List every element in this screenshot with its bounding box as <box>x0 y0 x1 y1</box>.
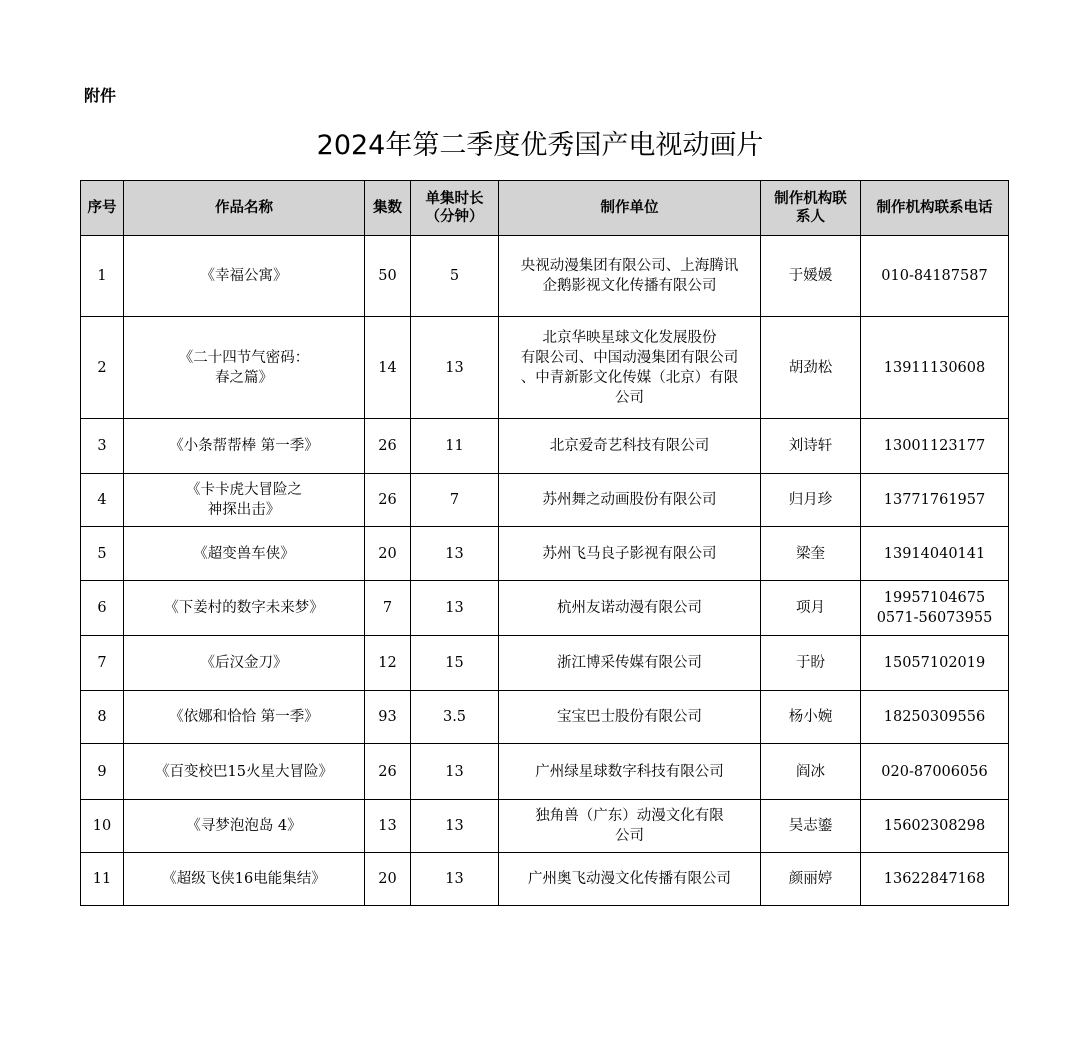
cell-duration: 13 <box>411 527 499 581</box>
cell-episodes: 26 <box>365 474 411 527</box>
table-row <box>81 474 1009 527</box>
cell-company: 浙江博采传媒有限公司 <box>499 636 761 691</box>
cell-contact: 于媛媛 <box>761 236 861 317</box>
cell-episodes: 12 <box>365 636 411 691</box>
table-row <box>81 527 1009 581</box>
cell-duration: 13 <box>411 800 499 853</box>
cell-title: 《依娜和恰恰 第一季》 <box>124 691 365 744</box>
cell-phone: 13001123177 <box>861 419 1009 474</box>
cell-episodes: 14 <box>365 317 411 419</box>
cell-company: 广州绿星球数字科技有限公司 <box>499 744 761 800</box>
cell-episodes: 13 <box>365 800 411 853</box>
cell-phone: 19957104675 0571-56073955 <box>861 581 1009 636</box>
cell-duration: 15 <box>411 636 499 691</box>
cell-company: 宝宝巴士股份有限公司 <box>499 691 761 744</box>
cell-title: 《超级飞侠16电能集结》 <box>124 853 365 906</box>
column-header-serial: 序号 <box>81 181 124 236</box>
cell-phone: 15057102019 <box>861 636 1009 691</box>
cell-company: 北京华映星球文化发展股份 有限公司、中国动漫集团有限公司 、中青新影文化传媒（北京）有限 公司 <box>499 317 761 419</box>
cell-serial: 7 <box>81 636 124 691</box>
cell-contact: 杨小婉 <box>761 691 861 744</box>
cell-phone: 13622847168 <box>861 853 1009 906</box>
cell-contact: 于盼 <box>761 636 861 691</box>
cell-contact: 吴志鎏 <box>761 800 861 853</box>
cell-episodes: 50 <box>365 236 411 317</box>
column-header-contact: 制作机构联 系人 <box>761 181 861 236</box>
attachment-label: 附件 <box>84 86 117 105</box>
cell-episodes: 26 <box>365 744 411 800</box>
cell-contact: 胡劲松 <box>761 317 861 419</box>
cell-duration: 13 <box>411 317 499 419</box>
table-row <box>81 691 1009 744</box>
cell-episodes: 20 <box>365 853 411 906</box>
cell-company: 苏州舞之动画股份有限公司 <box>499 474 761 527</box>
table-header-row <box>81 181 1009 236</box>
cell-serial: 9 <box>81 744 124 800</box>
animation-list-table <box>80 180 1009 906</box>
cell-title: 《下姜村的数字未来梦》 <box>124 581 365 636</box>
cell-serial: 4 <box>81 474 124 527</box>
cell-serial: 6 <box>81 581 124 636</box>
cell-company: 广州奥飞动漫文化传播有限公司 <box>499 853 761 906</box>
column-header-episodes: 集数 <box>365 181 411 236</box>
cell-contact: 归月珍 <box>761 474 861 527</box>
cell-serial: 10 <box>81 800 124 853</box>
cell-episodes: 93 <box>365 691 411 744</box>
cell-contact: 阎冰 <box>761 744 861 800</box>
cell-title: 《后汉金刀》 <box>124 636 365 691</box>
cell-phone: 010-84187587 <box>861 236 1009 317</box>
cell-title: 《小条帮帮棒 第一季》 <box>124 419 365 474</box>
cell-episodes: 20 <box>365 527 411 581</box>
column-header-company: 制作单位 <box>499 181 761 236</box>
cell-contact: 梁奎 <box>761 527 861 581</box>
table-row <box>81 800 1009 853</box>
cell-serial: 8 <box>81 691 124 744</box>
column-header-title: 作品名称 <box>124 181 365 236</box>
cell-serial: 11 <box>81 853 124 906</box>
cell-duration: 11 <box>411 419 499 474</box>
cell-phone: 13911130608 <box>861 317 1009 419</box>
cell-company: 独角兽（广东）动漫文化有限 公司 <box>499 800 761 853</box>
cell-phone: 18250309556 <box>861 691 1009 744</box>
column-header-duration: 单集时长 （分钟） <box>411 181 499 236</box>
cell-duration: 5 <box>411 236 499 317</box>
cell-title: 《卡卡虎大冒险之 神探出击》 <box>124 474 365 527</box>
cell-episodes: 26 <box>365 419 411 474</box>
cell-serial: 2 <box>81 317 124 419</box>
cell-title: 《百变校巴15火星大冒险》 <box>124 744 365 800</box>
cell-title: 《二十四节气密码： 春之篇》 <box>124 317 365 419</box>
cell-duration: 7 <box>411 474 499 527</box>
cell-serial: 1 <box>81 236 124 317</box>
cell-phone: 020-87006056 <box>861 744 1009 800</box>
cell-serial: 3 <box>81 419 124 474</box>
cell-duration: 13 <box>411 581 499 636</box>
cell-duration: 13 <box>411 744 499 800</box>
table-row <box>81 853 1009 906</box>
table-row <box>81 636 1009 691</box>
cell-company: 杭州友诺动漫有限公司 <box>499 581 761 636</box>
document-title: 2024年第二季度优秀国产电视动画片 <box>316 130 764 161</box>
cell-title: 《幸福公寓》 <box>124 236 365 317</box>
cell-contact: 项月 <box>761 581 861 636</box>
cell-duration: 13 <box>411 853 499 906</box>
cell-contact: 刘诗轩 <box>761 419 861 474</box>
table-row <box>81 744 1009 800</box>
cell-company: 北京爱奇艺科技有限公司 <box>499 419 761 474</box>
cell-duration: 3.5 <box>411 691 499 744</box>
table-row <box>81 419 1009 474</box>
table-row <box>81 236 1009 317</box>
cell-contact: 颜丽婷 <box>761 853 861 906</box>
cell-title: 《超变兽车侠》 <box>124 527 365 581</box>
table-row <box>81 317 1009 419</box>
cell-serial: 5 <box>81 527 124 581</box>
table-row <box>81 581 1009 636</box>
table-body <box>81 236 1009 906</box>
cell-episodes: 7 <box>365 581 411 636</box>
cell-phone: 15602308298 <box>861 800 1009 853</box>
cell-phone: 13771761957 <box>861 474 1009 527</box>
cell-phone: 13914040141 <box>861 527 1009 581</box>
cell-company: 央视动漫集团有限公司、上海腾讯 企鹅影视文化传播有限公司 <box>499 236 761 317</box>
cell-company: 苏州飞马良子影视有限公司 <box>499 527 761 581</box>
column-header-phone: 制作机构联系电话 <box>861 181 1009 236</box>
cell-title: 《寻梦泡泡岛 4》 <box>124 800 365 853</box>
